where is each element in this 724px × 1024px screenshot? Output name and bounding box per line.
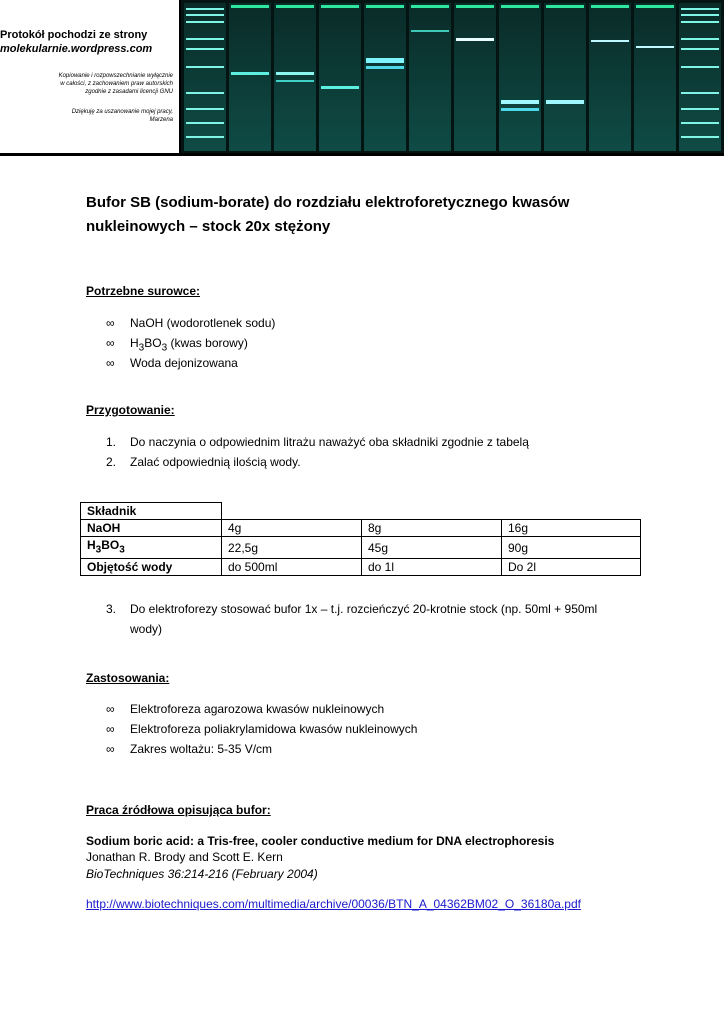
table-row-label: NaOH — [81, 520, 222, 537]
list-item — [86, 333, 275, 353]
reference-title: Sodium boric acid: a Tris-free, cooler conductive medium for DNA electrophoresis — [86, 834, 555, 848]
table-cell: 22,5g — [222, 537, 362, 559]
table-row — [81, 520, 641, 537]
table-row — [81, 537, 641, 559]
document-title — [86, 191, 626, 239]
application-label: Elektroforeza poliakrylamidowa kwasów nukleinowych — [130, 722, 418, 736]
header-text-panel — [0, 0, 179, 153]
materials-heading: Potrzebne surowce: — [86, 284, 201, 298]
reference-link[interactable]: http://www.biotechniques.com/multimedia/archive/00036/BTN_A_04362BM02_O_36180a.pdf — [86, 897, 581, 911]
material-label: NaOH (wodorotlenek sodu) — [130, 316, 276, 330]
thanks-line: Dziękuję za uszanowanie mojej pracy, — [71, 109, 173, 115]
thanks-author: Marzena — [149, 117, 173, 123]
infinity-bullet-icon: ∞ — [106, 742, 115, 756]
list-item — [86, 739, 417, 759]
list-item — [86, 452, 529, 472]
title-line: nukleinowych – stock 20x stężony — [86, 218, 331, 235]
copyright-line: w całości, z zachowaniem praw autorskich — [60, 81, 173, 87]
table-cell: do 1l — [362, 559, 502, 576]
step-text: Zalać odpowiednią ilością wody. — [130, 455, 301, 469]
list-item — [86, 432, 529, 452]
gel-electrophoresis-image — [181, 0, 724, 153]
table-row — [81, 503, 641, 520]
table-cell: 45g — [362, 537, 502, 559]
material-label: Woda dejonizowana — [130, 356, 238, 370]
step-number: 3. — [106, 602, 117, 616]
header-site-name: molekularnie.wordpress.com — [0, 43, 153, 55]
list-item — [86, 599, 626, 639]
table-cell: 16g — [502, 520, 641, 537]
list-item — [86, 719, 417, 739]
list-item — [86, 313, 275, 333]
table-row-label: Objętość wody — [81, 559, 222, 576]
reference-authors: Jonathan R. Brody and Scott E. Kern — [86, 850, 283, 864]
header-title-line: Protokół pochodzi ze strony — [0, 29, 148, 41]
copyright-line: Kopiowanie i rozpowszechnianie wyłącznie — [58, 73, 173, 79]
table-row-label: $H_3BO_3$ — [81, 537, 222, 559]
infinity-bullet-icon: ∞ — [106, 336, 115, 350]
copyright-notice — [3, 72, 173, 96]
applications-heading: Zastosowania: — [86, 671, 170, 685]
table-cell: Do 2l — [502, 559, 641, 576]
step-text: Do naczynia o odpowiednim litrażu naważyć oba składniki zgodnie z tabelą — [130, 435, 529, 449]
applications-list — [86, 699, 417, 759]
infinity-bullet-icon: ∞ — [106, 702, 115, 716]
list-item — [86, 699, 417, 719]
infinity-bullet-icon: ∞ — [106, 356, 115, 370]
table-row — [81, 559, 641, 576]
source-heading: Praca źródłowa opisująca bufor: — [86, 803, 271, 817]
table-cell: 8g — [362, 520, 502, 537]
composition-table — [80, 502, 641, 576]
preparation-steps — [86, 432, 529, 472]
table-cell: 90g — [502, 537, 641, 559]
application-label: Zakres woltażu: 5-35 V/cm — [130, 742, 273, 756]
infinity-bullet-icon: ∞ — [106, 316, 115, 330]
copyright-line: zgodnie z zasadami licencji GNU — [85, 89, 173, 95]
table-cell: do 500ml — [222, 559, 362, 576]
list-item — [86, 353, 275, 373]
step-text: Do elektroforezy stosować bufor 1x – t.j. rozcieńczyć 20-krotnie stock (np. 50ml + 950ml wody) — [130, 602, 598, 636]
preparation-heading: Przygotowanie: — [86, 403, 175, 417]
reference-journal: BioTechniques 36:214-216 (February 2004) — [86, 867, 318, 881]
step-number: 2. — [106, 455, 117, 469]
infinity-bullet-icon: ∞ — [106, 722, 115, 736]
materials-list — [86, 313, 275, 373]
header-banner — [0, 0, 724, 156]
thanks-note — [3, 108, 173, 124]
table-cell: 4g — [222, 520, 362, 537]
application-label: Elektroforeza agarozowa kwasów nukleinowych — [130, 702, 385, 716]
step-number: 1. — [106, 435, 117, 449]
title-line: Bufor SB (sodium-borate) do rozdziału elektroforetycznego kwasów — [86, 194, 570, 211]
preparation-steps-continued — [86, 599, 626, 639]
table-header-cell: Składnik — [81, 503, 222, 520]
table-empty-cell — [222, 503, 641, 520]
header-title — [0, 28, 152, 56]
material-label: $H_3BO_3$ (kwas borowy) — [130, 336, 248, 354]
